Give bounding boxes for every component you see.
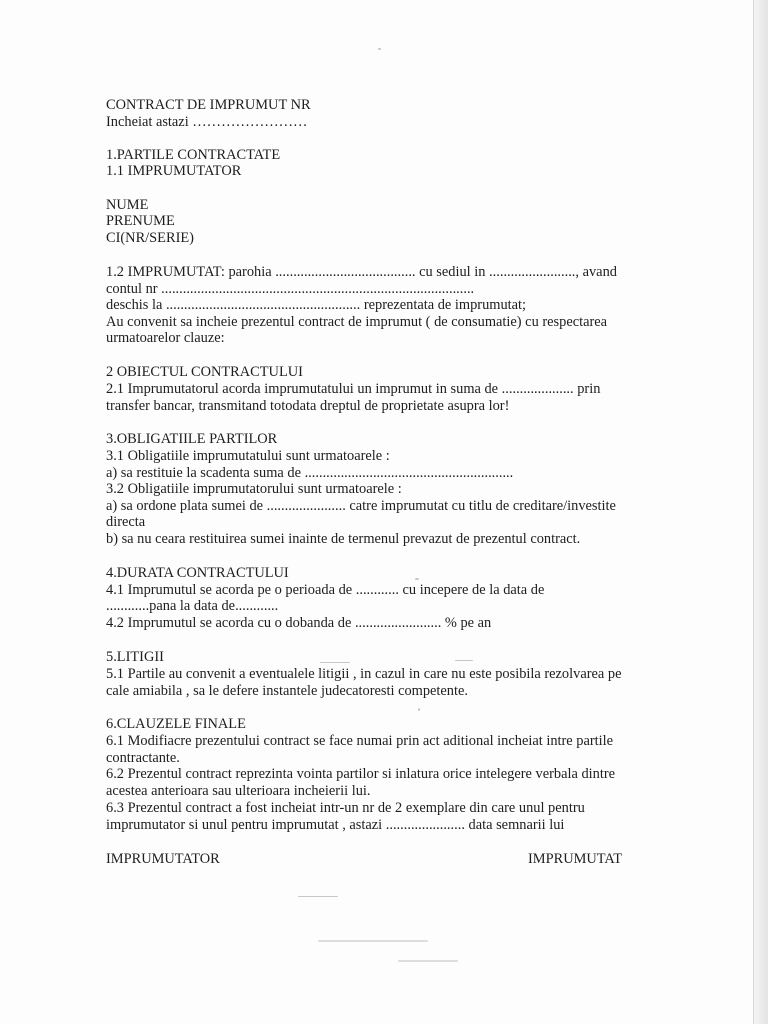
- section-6-heading: 6.CLAUZELE FINALE: [106, 716, 246, 732]
- section-1-1-heading: 1.1 IMPRUMUTATOR: [106, 163, 242, 179]
- field-name: NUME: [106, 197, 149, 213]
- field-surname: PRENUME: [106, 213, 175, 229]
- section-5-heading: 5.LITIGII: [106, 649, 164, 665]
- scan-speck: [378, 48, 381, 50]
- scan-speck: [455, 660, 473, 661]
- section-3-line: a) sa ordone plata sumei de ...................... catre imprumutat cu titlu de creditare/investite: [106, 498, 616, 514]
- scan-speck: [415, 578, 419, 580]
- section-1-line: urmatoarelor clauze:: [106, 330, 225, 346]
- section-3-line: directa: [106, 514, 146, 530]
- signature-label-borrower: IMPRUMUTAT: [528, 851, 622, 867]
- contract-title: CONTRACT DE IMPRUMUT NR: [106, 97, 311, 113]
- section-2-heading: 2 OBIECTUL CONTRACTULUI: [106, 364, 303, 380]
- section-1-line: 1.2 IMPRUMUTAT: parohia ....................................... cu sediul in ........................, avand: [106, 264, 617, 280]
- section-3-line: b) sa nu ceara restituirea sumei inainte de termenul prevazut de prezentul contract.: [106, 531, 581, 547]
- scan-speck: [320, 662, 350, 663]
- section-6-line: imprumutator si unul pentru imprumutat , astazi ...................... data semnarii lui: [106, 817, 565, 833]
- section-4-line: 4.2 Imprumutul se acorda cu o dobanda de ........................ % pe an: [106, 615, 492, 631]
- section-6-line: 6.1 Modifiacre prezentului contract se face numai prin act aditional incheiat intre partile: [106, 733, 614, 749]
- section-3-line: 3.1 Obligatiile imprumutatului sunt urmatoarele :: [106, 448, 390, 464]
- section-3-heading: 3.OBLIGATIILE PARTILOR: [106, 431, 278, 447]
- section-1-line: Au convenit sa incheie prezentul contract de imprumut ( de consumatie) cu respectarea: [106, 314, 608, 330]
- scan-speck: [418, 708, 420, 711]
- section-5-line: cale amiabila , sa le defere instantele judecatoresti competente.: [106, 683, 468, 699]
- section-6-line: 6.3 Prezentul contract a fost incheiat intr-un nr de 2 exemplare din care unul pentru: [106, 800, 585, 816]
- concluded-date-line: Incheiat astazi ……………………: [106, 114, 308, 130]
- section-6-line: contractante.: [106, 750, 180, 766]
- scan-speck: [398, 960, 458, 962]
- section-6-line: acestea anterioara sau ulterioara incheierii lui.: [106, 783, 371, 799]
- section-2-line: transfer bancar, transmitand totodata dreptul de proprietate asupra lor!: [106, 398, 510, 414]
- section-4-line: ............pana la data de............: [106, 598, 279, 614]
- section-4-line: 4.1 Imprumutul se acorda pe o perioada de ............ cu incepere de la data de: [106, 582, 545, 598]
- scan-speck: [318, 940, 428, 942]
- section-5-line: 5.1 Partile au convenit a eventualele litigii , in cazul in care nu este posibila rezolvarea pe: [106, 666, 622, 682]
- scan-speck: [298, 896, 338, 897]
- section-1-heading: 1.PARTILE CONTRACTATE: [106, 147, 281, 163]
- section-1-line: deschis la ...................................................... reprezentata de imprumutat;: [106, 297, 527, 313]
- section-6-line: 6.2 Prezentul contract reprezinta vointa partilor si inlatura orice intelegere verbala dintre: [106, 766, 616, 782]
- signature-label-lender: IMPRUMUTATOR: [106, 851, 220, 867]
- page-edge-shadow: [753, 0, 768, 1024]
- section-4-heading: 4.DURATA CONTRACTULUI: [106, 565, 289, 581]
- section-3-line: a) sa restituie la scadenta suma de ..........................................................: [106, 465, 514, 481]
- section-1-line: contul nr .......................................................................................: [106, 281, 475, 297]
- section-2-line: 2.1 Imprumutatorul acorda imprumutatului un imprumut in suma de .................... prin: [106, 381, 601, 397]
- field-id-card: CI(NR/SERIE): [106, 230, 194, 246]
- section-3-line: 3.2 Obligatiile imprumutatorului sunt urmatoarele :: [106, 481, 402, 497]
